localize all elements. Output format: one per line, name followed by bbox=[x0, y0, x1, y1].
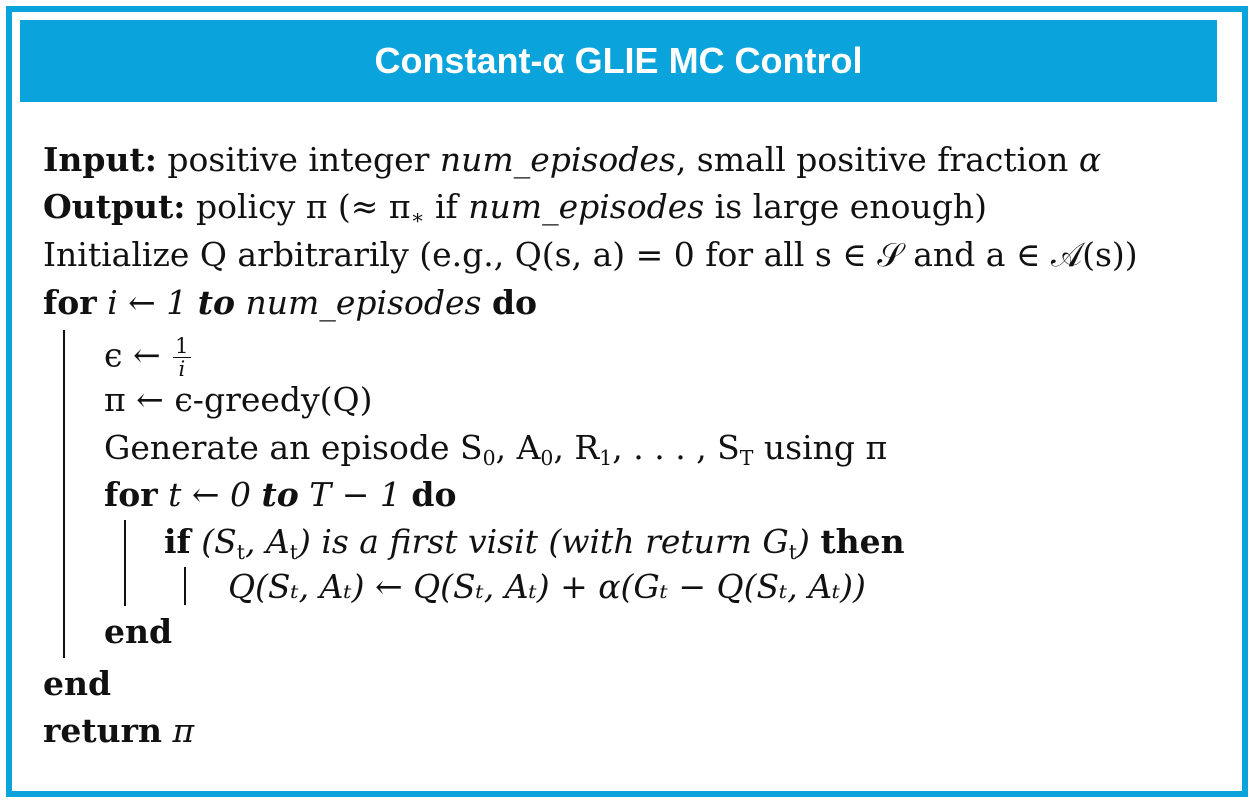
generate-sT: T bbox=[739, 446, 754, 471]
return-keyword: return bbox=[43, 711, 162, 750]
input-alpha: α bbox=[1078, 140, 1102, 179]
if-cond2-sub: t bbox=[289, 540, 298, 565]
output-star: ∗ bbox=[410, 205, 425, 230]
output-text-after: is large enough) bbox=[714, 187, 987, 226]
inner-for-keyword: for bbox=[104, 475, 158, 514]
inner-for-range-end: T − 1 bbox=[309, 475, 401, 514]
epsilon-line bbox=[104, 335, 191, 380]
update-formula: Q(Sₜ, Aₜ) ← Q(Sₜ, Aₜ) + α(Gₜ − Q(Sₜ, Aₜ)) bbox=[228, 567, 866, 606]
input-param: num_episodes bbox=[439, 140, 676, 179]
policy-line bbox=[104, 380, 373, 419]
return-line bbox=[43, 711, 195, 750]
return-value: π bbox=[172, 711, 195, 750]
if-cond-sub: t bbox=[236, 540, 245, 565]
if-keyword: if bbox=[164, 522, 191, 561]
inner-for-to-keyword: to bbox=[261, 475, 299, 514]
policy-assign: π ← ϵ-greedy(Q) bbox=[104, 380, 373, 419]
if-cond: (S bbox=[201, 522, 237, 561]
inner-for-assign: t ← 0 bbox=[168, 475, 251, 514]
outer-for-keyword: for bbox=[43, 283, 97, 322]
input-line bbox=[43, 140, 1102, 179]
input-text-after: , small positive fraction bbox=[675, 140, 1069, 179]
generate-r1: 1 bbox=[599, 446, 613, 471]
generate-text: Generate an episode S bbox=[104, 428, 483, 467]
inner-end-line bbox=[104, 612, 173, 651]
if-cond4: ) bbox=[796, 522, 810, 561]
output-param: num_episodes bbox=[468, 187, 705, 226]
generate-r: , R bbox=[553, 428, 600, 467]
outer-for-line bbox=[43, 283, 538, 322]
if-cond3-sub: t bbox=[788, 540, 797, 565]
generate-dots: , . . . , S bbox=[612, 428, 740, 467]
epsilon-fraction bbox=[173, 335, 190, 380]
if-block-bar bbox=[184, 567, 186, 605]
outer-end-keyword: end bbox=[43, 664, 112, 703]
init-line bbox=[43, 235, 1138, 274]
outer-for-do-keyword: do bbox=[491, 283, 538, 322]
epsilon-denominator: i bbox=[178, 357, 186, 382]
outer-for-assign: i ← 1 bbox=[107, 283, 188, 322]
generate-a: , A bbox=[495, 428, 541, 467]
input-label: Input: bbox=[43, 140, 157, 179]
epsilon-assign: ϵ ← bbox=[104, 335, 161, 375]
if-line bbox=[164, 522, 905, 565]
output-text: policy π (≈ π bbox=[195, 187, 411, 226]
if-cond3: ) is a first visit (with return G bbox=[297, 522, 789, 561]
outer-for-to-keyword: to bbox=[197, 283, 236, 322]
epsilon-numerator: 1 bbox=[175, 334, 189, 358]
inner-block-bar bbox=[124, 520, 126, 606]
generate-tail: using π bbox=[753, 428, 888, 467]
then-keyword: then bbox=[820, 522, 905, 561]
outer-for-param: num_episodes bbox=[245, 283, 482, 322]
output-line bbox=[43, 187, 987, 230]
outer-end-line bbox=[43, 664, 112, 703]
outer-block-bar bbox=[63, 330, 65, 658]
output-text-mid: if bbox=[424, 187, 458, 226]
init-text: Initialize Q arbitrarily (e.g., Q(s, a) = 0 for all s ∈ 𝒮 and a ∈ 𝒜(s)) bbox=[43, 235, 1138, 274]
inner-end-keyword: end bbox=[104, 612, 173, 651]
generate-a0: 0 bbox=[540, 446, 554, 471]
algorithm-title: Constant-α GLIE MC Control bbox=[374, 40, 863, 81]
inner-for-line bbox=[104, 475, 457, 514]
update-line bbox=[228, 567, 866, 606]
if-cond2: , A bbox=[244, 522, 290, 561]
output-label: Output: bbox=[43, 187, 186, 226]
input-text-before: positive integer bbox=[167, 140, 430, 179]
generate-line bbox=[104, 428, 888, 471]
inner-for-do-keyword: do bbox=[411, 475, 457, 514]
generate-s0: 0 bbox=[482, 446, 496, 471]
